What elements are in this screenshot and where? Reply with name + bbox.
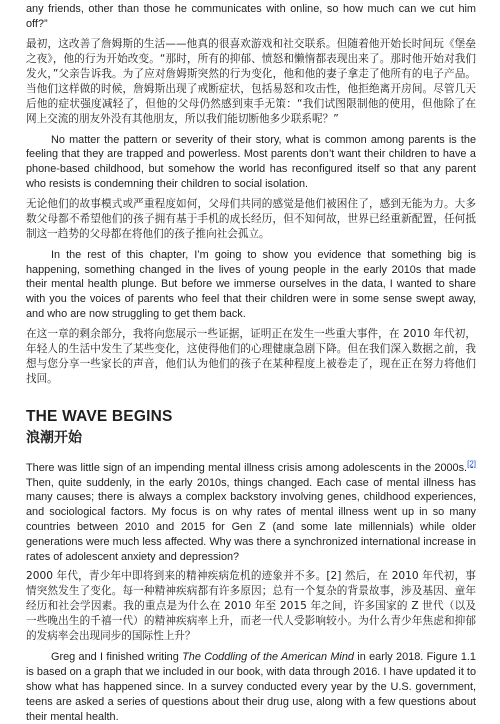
footnote-ref-2[interactable]: [2] xyxy=(467,459,476,469)
paragraph-4-en xyxy=(26,461,476,565)
paragraph-4-zh: 2000 年代，青少年中即将到来的精神疾病危机的迹象并不多。[2] 然后，在 2010 年代初，事情突然发生了变化。每一种精神疾病都有许多原因；总有一个复杂的背景故事，涉及基因、童年经历和社会学因素。我的重点是为什么在 2010 年至 2015 年之间，许多国家的 Z 世代（以及一些晚出生的千禧一代）的精神疾病率上升，而老一代人受影响较小。为什么青少年焦虑和抑郁的发病率会出现同步的国际性上升？ xyxy=(26,570,476,643)
document-page xyxy=(0,2,500,723)
paragraph-2-zh: 无论他们的故事模式或严重程度如何，父母们共同的感觉是他们被困住了，感到无能为力。大多数父母都不希望他们的孩子拥有基于手机的成长经历，但不知何故，世界已经重新配置，任何抵制这一趋势的父母都在将他们的孩子推向社会孤立。 xyxy=(26,197,476,240)
book-title: The Coddling of the American Mind xyxy=(182,651,354,664)
paragraph-1-zh: 最初，这改善了詹姆斯的生活——他真的很喜欢游戏和社交联系。但随着他开始长时间玩《堡垒之夜》，他的行为开始改变。“那时，所有的抑郁、愤怒和懒惰都表现出来了。那时他开始对我们发火，”父亲告诉我。为了应对詹姆斯突然的行为变化，他和他的妻子拿走了他所有的电子产品。当他们这样做的时候，詹姆斯出现了戒断症状，包括易怒和攻击性，他拒绝离开房间。尽管几天后他的症状强度减轻了，但他的父母仍然感到束手无策：“我们试图限制他的使用，但他除了在网上交流的朋友外没有其他朋友，所以我们能切断他多少联系呢？” xyxy=(26,37,476,125)
paragraph-5-en-part-1: Greg and I finished writing xyxy=(51,651,183,664)
section-heading-en: THE WAVE BEGINS xyxy=(26,407,173,425)
paragraph-4-en-part-2: Then, quite suddenly, in the early 2010s, things changed. Each case of mental illness has many causes; there is always a complex backstory involving genes, childhood experiences, and sociological factors. My focus is on why rates of mental illness went up in so many countries between 2010 and 2015 for Gen Z (and some late millennials) while older generations were much less affected. Why was there a synchronized international increase in rates of adolescent anxiety and depression? xyxy=(26,476,476,563)
paragraph-4-en-part-1: There was little sign of an impending mental illness crisis among adolescents in the 2000s. xyxy=(26,461,468,474)
paragraph-5-en-part-2: in early 2018. Figure 1.1 is based on a graph that we included in our book, with data through 2016. I have updated it to show what has happened since. In a survey conducted every year by the U.S. government, teens are asked a series of questions about their drug use, along with a few questions about their mental health. xyxy=(26,651,476,723)
paragraph-2-en: No matter the pattern or severity of their story, what is common among parents is the feeling that they are trapped and powerless. Most parents don’t want their children to have a phone-based childhood, but somehow the world has reconfigured itself so that any parent who resists is condemning their children to social isolation. xyxy=(26,133,476,190)
paragraph-3-zh: 在这一章的剩余部分，我将向您展示一些证据，证明正在发生一些重大事件，在 2010 年代初，年轻人的生活中发生了某些变化，这使得他们的心理健康急剧下降。但在我们深入数据之前，我想与您分享一些家长的声音，他们认为他们的孩子在某种程度上被卷走了，现在正在努力将他们找回。 xyxy=(26,327,476,385)
paragraph-1-tail-en: any friends, other than those he communicates with online, so how much can we cut him off?” xyxy=(26,3,476,30)
section-heading-zh: 浪潮开始 xyxy=(26,429,82,446)
paragraph-5-en xyxy=(26,650,476,724)
paragraph-3-en: In the rest of this chapter, I’m going to show you evidence that something big is happening, something changed in the lives of young people in the early 2010s that made their mental health plunge. But before we immerse ourselves in the data, I wanted to share with you the voices of parents who feel that their children were in some sense swept away, and who are now struggling to get them back. xyxy=(26,248,476,320)
